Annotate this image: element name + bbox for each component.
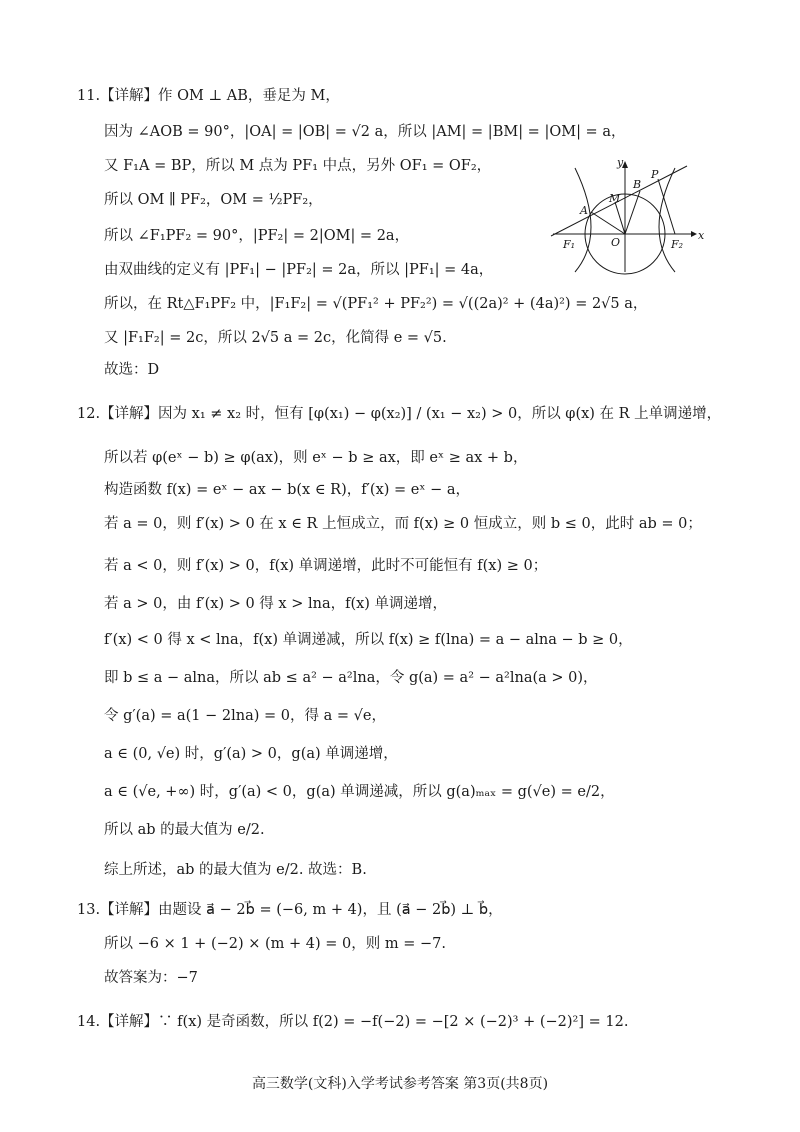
q12-line-2: 所以若 φ(eˣ − b) ≥ φ(ax)，则 eˣ − b ≥ ax，即 eˣ ≥ ax + b， <box>104 450 528 466</box>
label-m: M <box>609 192 621 205</box>
q11-line-9: 故选：D <box>104 362 160 378</box>
hyperbola-diagram <box>545 152 705 277</box>
label-p: P <box>651 168 659 181</box>
label-b: B <box>633 178 642 191</box>
q12-line-7: f′(x) < 0 得 x < lna，f(x) 单调递减，所以 f(x) ≥ f(lna) = a − alna − b ≥ 0， <box>104 632 633 648</box>
q12-line-13: 综上所述，ab 的最大值为 e/2. 故选：B. <box>104 862 367 878</box>
q11-line-5: 所以 ∠F₁PF₂ = 90°，|PF₂| = 2|OM| = 2a， <box>104 228 410 244</box>
label-f2: F₂ <box>671 238 684 251</box>
q13-line-2: 所以 −6 × 1 + (−2) × (m + 4) = 0，则 m = −7. <box>104 936 446 952</box>
segment-om <box>615 202 625 234</box>
q13-line-1: 13.【详解】由题设 a⃗ − 2b⃗ = (−6, m + 4)，且 (a⃗ − 2b⃗) ⊥ b⃗， <box>77 902 503 918</box>
q11-line-1: 11.【详解】作 OM ⊥ AB，垂足为 M， <box>77 88 340 104</box>
q12-line-5: 若 a < 0，则 f′(x) > 0，f(x) 单调递增，此时不可能恒有 f(x) ≥ 0； <box>104 558 548 574</box>
hyperbola-right-branch <box>659 168 675 272</box>
label-y: y <box>617 156 624 169</box>
hyperbola-figure <box>545 152 705 281</box>
page-footer: 高三数学(文科)入学考试参考答案 第3页(共8页) <box>251 1076 549 1092</box>
q11-line-2: 因为 ∠AOB = 90°，|OA| = |OB| = √2 a，所以 |AM| = |BM| = |OM| = a， <box>104 124 626 140</box>
segment-oa <box>591 212 625 234</box>
q12-line-12: 所以 ab 的最大值为 e/2. <box>104 822 265 838</box>
q12-line-8: 即 b ≤ a − alna，所以 ab ≤ a² − a²lna，令 g(a) = a² − a²lna(a > 0)， <box>104 670 598 686</box>
label-o: O <box>611 236 621 249</box>
q11-line-7: 所以，在 Rt△F₁PF₂ 中，|F₁F₂| = √(PF₁² + PF₂²) = √((2a)² + (4a)²) = 2√5 a， <box>104 296 648 312</box>
q11-line-3: 又 F₁A = BP，所以 M 点为 PF₁ 中点，另外 OF₁ = OF₂， <box>104 158 492 174</box>
label-x: x <box>698 229 705 242</box>
q12-line-3: 构造函数 f(x) = eˣ − ax − b(x ∈ R)，f′(x) = eˣ − a， <box>104 482 471 498</box>
q11-line-6: 由双曲线的定义有 |PF₁| − |PF₂| = 2a，所以 |PF₁| = 4a， <box>104 262 494 278</box>
q12-line-4: 若 a = 0，则 f′(x) > 0 在 x ∈ R 上恒成立，而 f(x) ≥ 0 恒成立，则 b ≤ 0，此时 ab = 0； <box>104 516 702 532</box>
q12-line-6: 若 a > 0，由 f′(x) > 0 得 x > lna，f(x) 单调递增， <box>104 596 448 612</box>
x-axis-arrow <box>691 231 697 237</box>
q12-line-1: 12.【详解】因为 x₁ ≠ x₂ 时，恒有 [φ(x₁) − φ(x₂)] / (x₁ − x₂) > 0，所以 φ(x) 在 R 上单调递增， <box>77 406 722 422</box>
segment-ob <box>625 191 640 234</box>
label-a: A <box>580 204 588 217</box>
q12-line-11: a ∈ (√e, +∞) 时，g′(a) < 0，g(a) 单调递减，所以 g(a)ₘₐₓ = g(√e) = e/2， <box>104 784 615 800</box>
label-f1: F₁ <box>563 238 576 251</box>
q13-line-3: 故答案为：−7 <box>104 970 198 986</box>
q12-line-9: 令 g′(a) = a(1 − 2lna) = 0，得 a = √e， <box>104 708 386 724</box>
q12-line-10: a ∈ (0, √e) 时，g′(a) > 0，g(a) 单调递增， <box>104 746 398 762</box>
q14-line-1: 14.【详解】∵ f(x) 是奇函数，所以 f(2) = −f(−2) = −[2 × (−2)³ + (−2)²] = 12. <box>77 1014 629 1030</box>
q11-line-4: 所以 OM ∥ PF₂，OM = ½PF₂， <box>104 192 323 208</box>
q11-line-8: 又 |F₁F₂| = 2c，所以 2√5 a = 2c，化简得 e = √5. <box>104 330 447 346</box>
